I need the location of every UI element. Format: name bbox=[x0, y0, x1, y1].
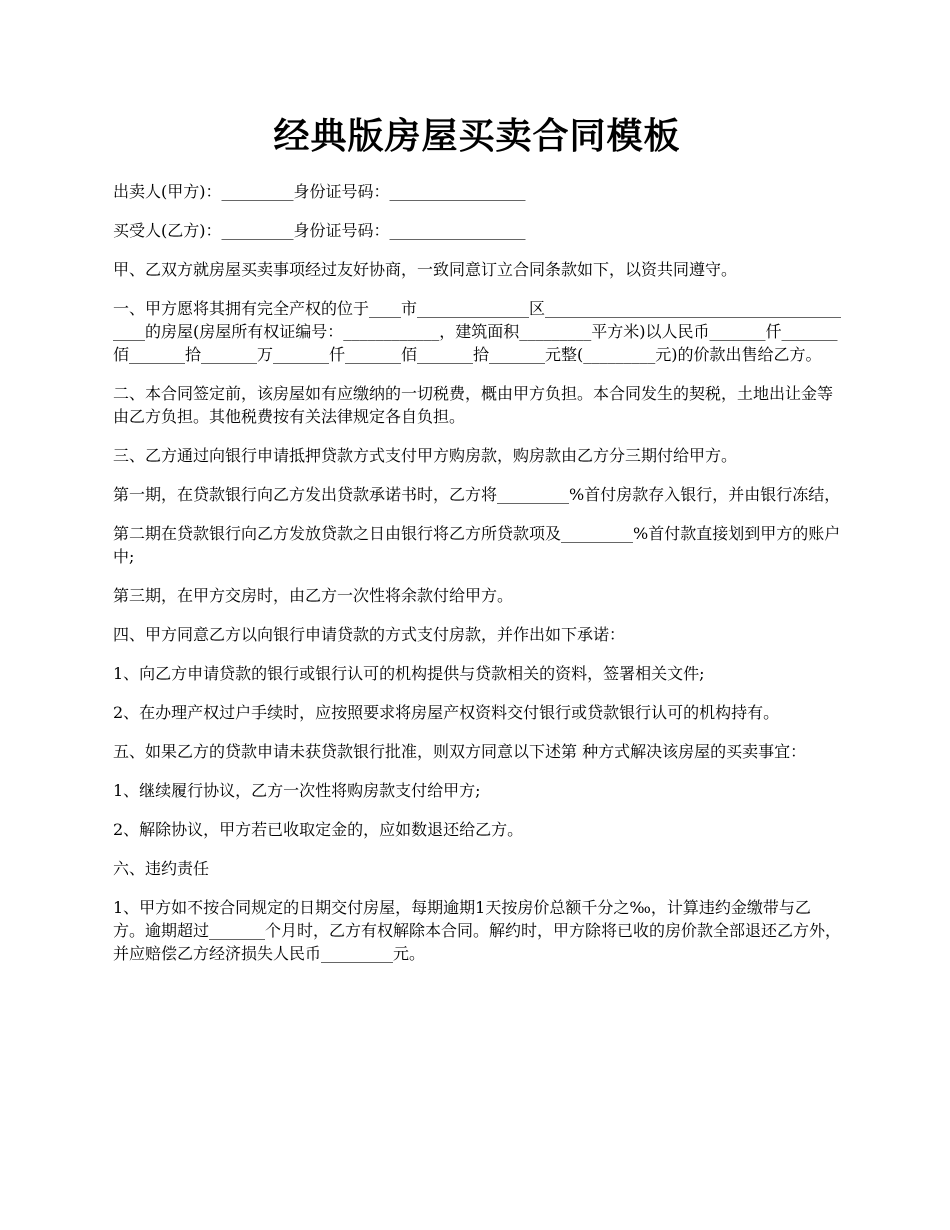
commitment-1: 1、向乙方申请贷款的银行或银行认可的机构提供与贷款相关的资料，签署相关文件; bbox=[113, 664, 705, 683]
clause-1-property-price: 一、甲方愿将其拥有完全产权的位于____市______________区_________________________________________的房屋(房屋所有权证编号：____________，建筑面积_________平方米)以人民币_______仟_______佰_______拾_______万_______仟_______佰_______拾_______元整(_________元)的价款出售给乙方。 bbox=[113, 299, 842, 364]
option-1: 1、继续履行协议，乙方一次性将购房款支付给甲方; bbox=[113, 781, 481, 800]
clause-3-payment: 三、乙方通过向银行申请抵押贷款方式支付甲方购房款，购房款由乙方分三期付给甲方。 bbox=[113, 446, 738, 465]
option-2: 2、解除协议，甲方若已收取定金的，应如数退还给乙方。 bbox=[113, 820, 524, 839]
document-page bbox=[113, 112, 841, 981]
payment-phase-1: 第一期，在贷款银行向乙方发出贷款承诺书时，乙方将_________%首付房款存入银行，并由银行冻结， bbox=[113, 485, 841, 504]
payment-phase-2: 第二期在贷款银行向乙方发放贷款之日由银行将乙方所贷款项及_________%首付款直接划到甲方的账户中; bbox=[113, 524, 841, 566]
commitment-2: 2、在办理产权过户手续时，应按照要求将房屋产权资料交付银行或贷款银行认可的机构持有。 bbox=[113, 703, 780, 722]
intro-paragraph: 甲、乙双方就房屋买卖事项经过友好协商，一致同意订立合同条款如下，以资共同遵守。 bbox=[113, 260, 738, 279]
breach-1: 1、甲方如不按合同规定的日期交付房屋，每期逾期1天按房价总额千分之‰，计算违约金缴带与乙方。逾期超过_______个月时，乙方有权解除本合同。解约时，甲方除将已收的房价款全部退还乙方外，并应赔偿乙方经济损失人民币_________元。 bbox=[113, 898, 842, 963]
clause-5-loan-rejection: 五、如果乙方的贷款申请未获贷款银行批准，则双方同意以下述第 种方式解决该房屋的买卖事宜： bbox=[113, 742, 807, 761]
seller-line: 出卖人(甲方)：_________身份证号码：_________________ bbox=[113, 182, 526, 201]
clause-4-commitments: 四、甲方同意乙方以向银行申请贷款的方式支付房款，并作出如下承诺： bbox=[113, 625, 626, 644]
clause-2-taxes: 二、本合同签定前，该房屋如有应缴纳的一切税费，概由甲方负担。本合同发生的契税，土地出让金等由乙方负担。其他税费按有关法律规定各自负担。 bbox=[113, 384, 834, 426]
payment-phase-3: 第三期，在甲方交房时，由乙方一次性将余款付给甲方。 bbox=[113, 586, 514, 605]
document-title: 经典版房屋买卖合同模板 bbox=[273, 115, 681, 157]
buyer-line: 买受人(乙方)：_________身份证号码：_________________ bbox=[113, 221, 526, 240]
clause-6-heading: 六、违约责任 bbox=[113, 859, 210, 878]
